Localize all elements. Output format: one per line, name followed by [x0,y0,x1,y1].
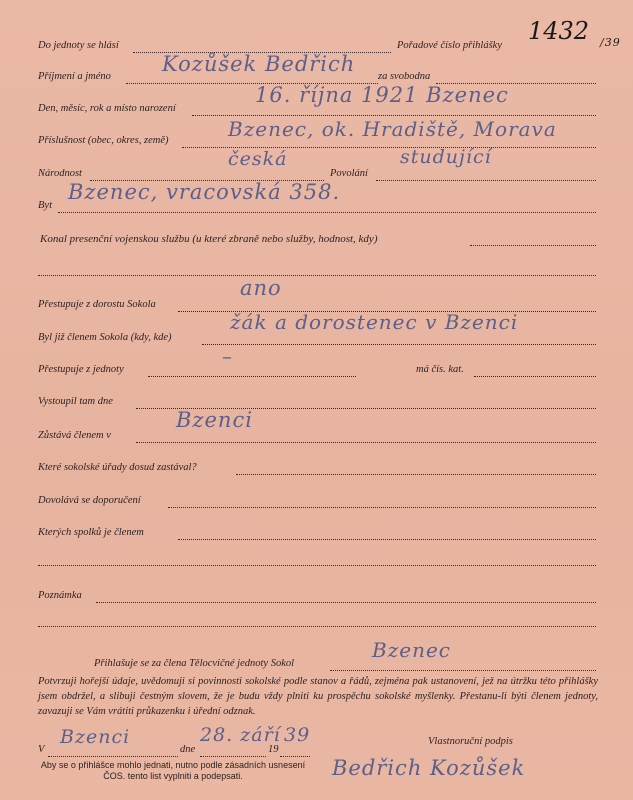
konal-line-1 [470,245,596,246]
prihlasuje-label: Přihlašuje se za člena Tělocvičné jednoty Sokol [94,658,295,669]
narozeni-line [192,115,596,116]
narodnost-value: česká [228,148,288,170]
poradove-cislo-label: Pořadové číslo přihlášky [397,40,502,51]
vystoupil-label: Vystoupil tam dne [38,396,113,407]
prijmeni-value: Kozůšek Bedřich [162,52,356,76]
urady-label: Které sokolské úřady dosud zastával? [38,462,197,473]
zustava-label: Zůstává členem v [38,430,111,441]
poznamka-label: Poznámka [38,590,82,601]
prestupuje-dorost-value: ano [240,276,282,300]
prijmeni-label: Příjmení a jméno [38,71,111,82]
poradove-cislo-suffix: /39 [600,36,621,49]
byl-clenem-label: Byl již členem Sokola (kdy, kde) [38,332,172,343]
podpis-value: Bedřich Kozůšek [332,756,526,780]
zustava-line [136,442,596,443]
konal-label: Konal presenční vojenskou službu (u které zbraně nebo služby, hodnost, kdy) [40,233,378,245]
narodnost-label: Národnost [38,168,82,179]
povolani-line [376,180,596,181]
spolku-label: Kterých spolků je členem [38,527,144,538]
prislusnost-value: Bzenec, ok. Hradiště, Morava [228,117,557,141]
podpis-label: Vlastnoruční podpis [428,736,513,747]
ma-cis-kat-line [474,376,596,377]
doporuceni-line [168,507,596,508]
povolani-label: Povolání [330,168,368,179]
prislusnost-label: Příslušnost (obec, okres, země) [38,135,169,146]
prihlasuje-value: Bzenec [372,638,451,662]
poznamka-line-1 [96,602,596,603]
spolku-line-2 [38,565,596,566]
poznamka-line-2 [38,626,596,627]
byt-line [58,212,596,213]
prestupuje-jednoty-line [148,376,356,377]
byt-value: Bzenec, vracovská 358. [68,180,341,204]
v-label: V [38,744,45,755]
za-svobodna-label: za svobodna [378,71,431,82]
prestupuje-dorost-label: Přestupuje z dorostu Sokola [38,299,156,310]
footnote-text: Aby se o přihlášce mohlo jednati, nutno podle zásadních usnesení ČOS. tento list vyplniti a podepsati. [40,760,306,781]
prihlasuje-line [330,670,596,671]
dne-value: 28. září [200,724,281,746]
dne-label: dne [180,744,196,755]
narozeni-label: Den, měsíc, rok a místo narození [38,103,176,114]
rok-prefix: 19 [268,744,279,755]
v-value: Bzenci [60,726,131,748]
do-jednoty-label: Do jednoty se hlásí [38,40,119,51]
zustava-value: Bzenci [176,408,253,432]
v-line [48,756,178,757]
konal-line-2 [38,275,596,276]
narozeni-value: 16. října 1921 Bzenec [255,83,509,107]
dne-line [200,756,266,757]
rok-value: 39 [284,724,311,746]
prestupuje-jednoty-value: – [222,344,233,368]
povolani-value: studující [400,146,492,168]
prestupuje-jednoty-label: Přestupuje z jednoty [38,364,124,375]
ma-cis-kat-label: má čís. kat. [416,364,464,375]
urady-line [236,474,596,475]
rok-line [280,756,310,757]
poradove-cislo-value: 1432 [528,17,590,45]
byt-label: Byt [38,200,52,211]
doporuceni-label: Dovolává se doporučení [38,495,141,506]
byl-clenem-value: žák a dorostenec v Bzenci [230,310,519,334]
byl-clenem-line [202,344,596,345]
spolku-line-1 [178,539,596,540]
declaration-text: Potvrzuji hořejší údaje, uvědomuji si povinnosti sokolské podle stanov a řádů, zejména pak ustanovení, jež na útržku této přihlášky jsem obdržel, a slibuji čestným slovem, že je budu vždy plniti ku prospěchu sokolské myšlenky. Přestanu-li býti členem jednoty, zavazuji se Vám vrátiti průkazenku i úřední odznak. [38,676,598,717]
